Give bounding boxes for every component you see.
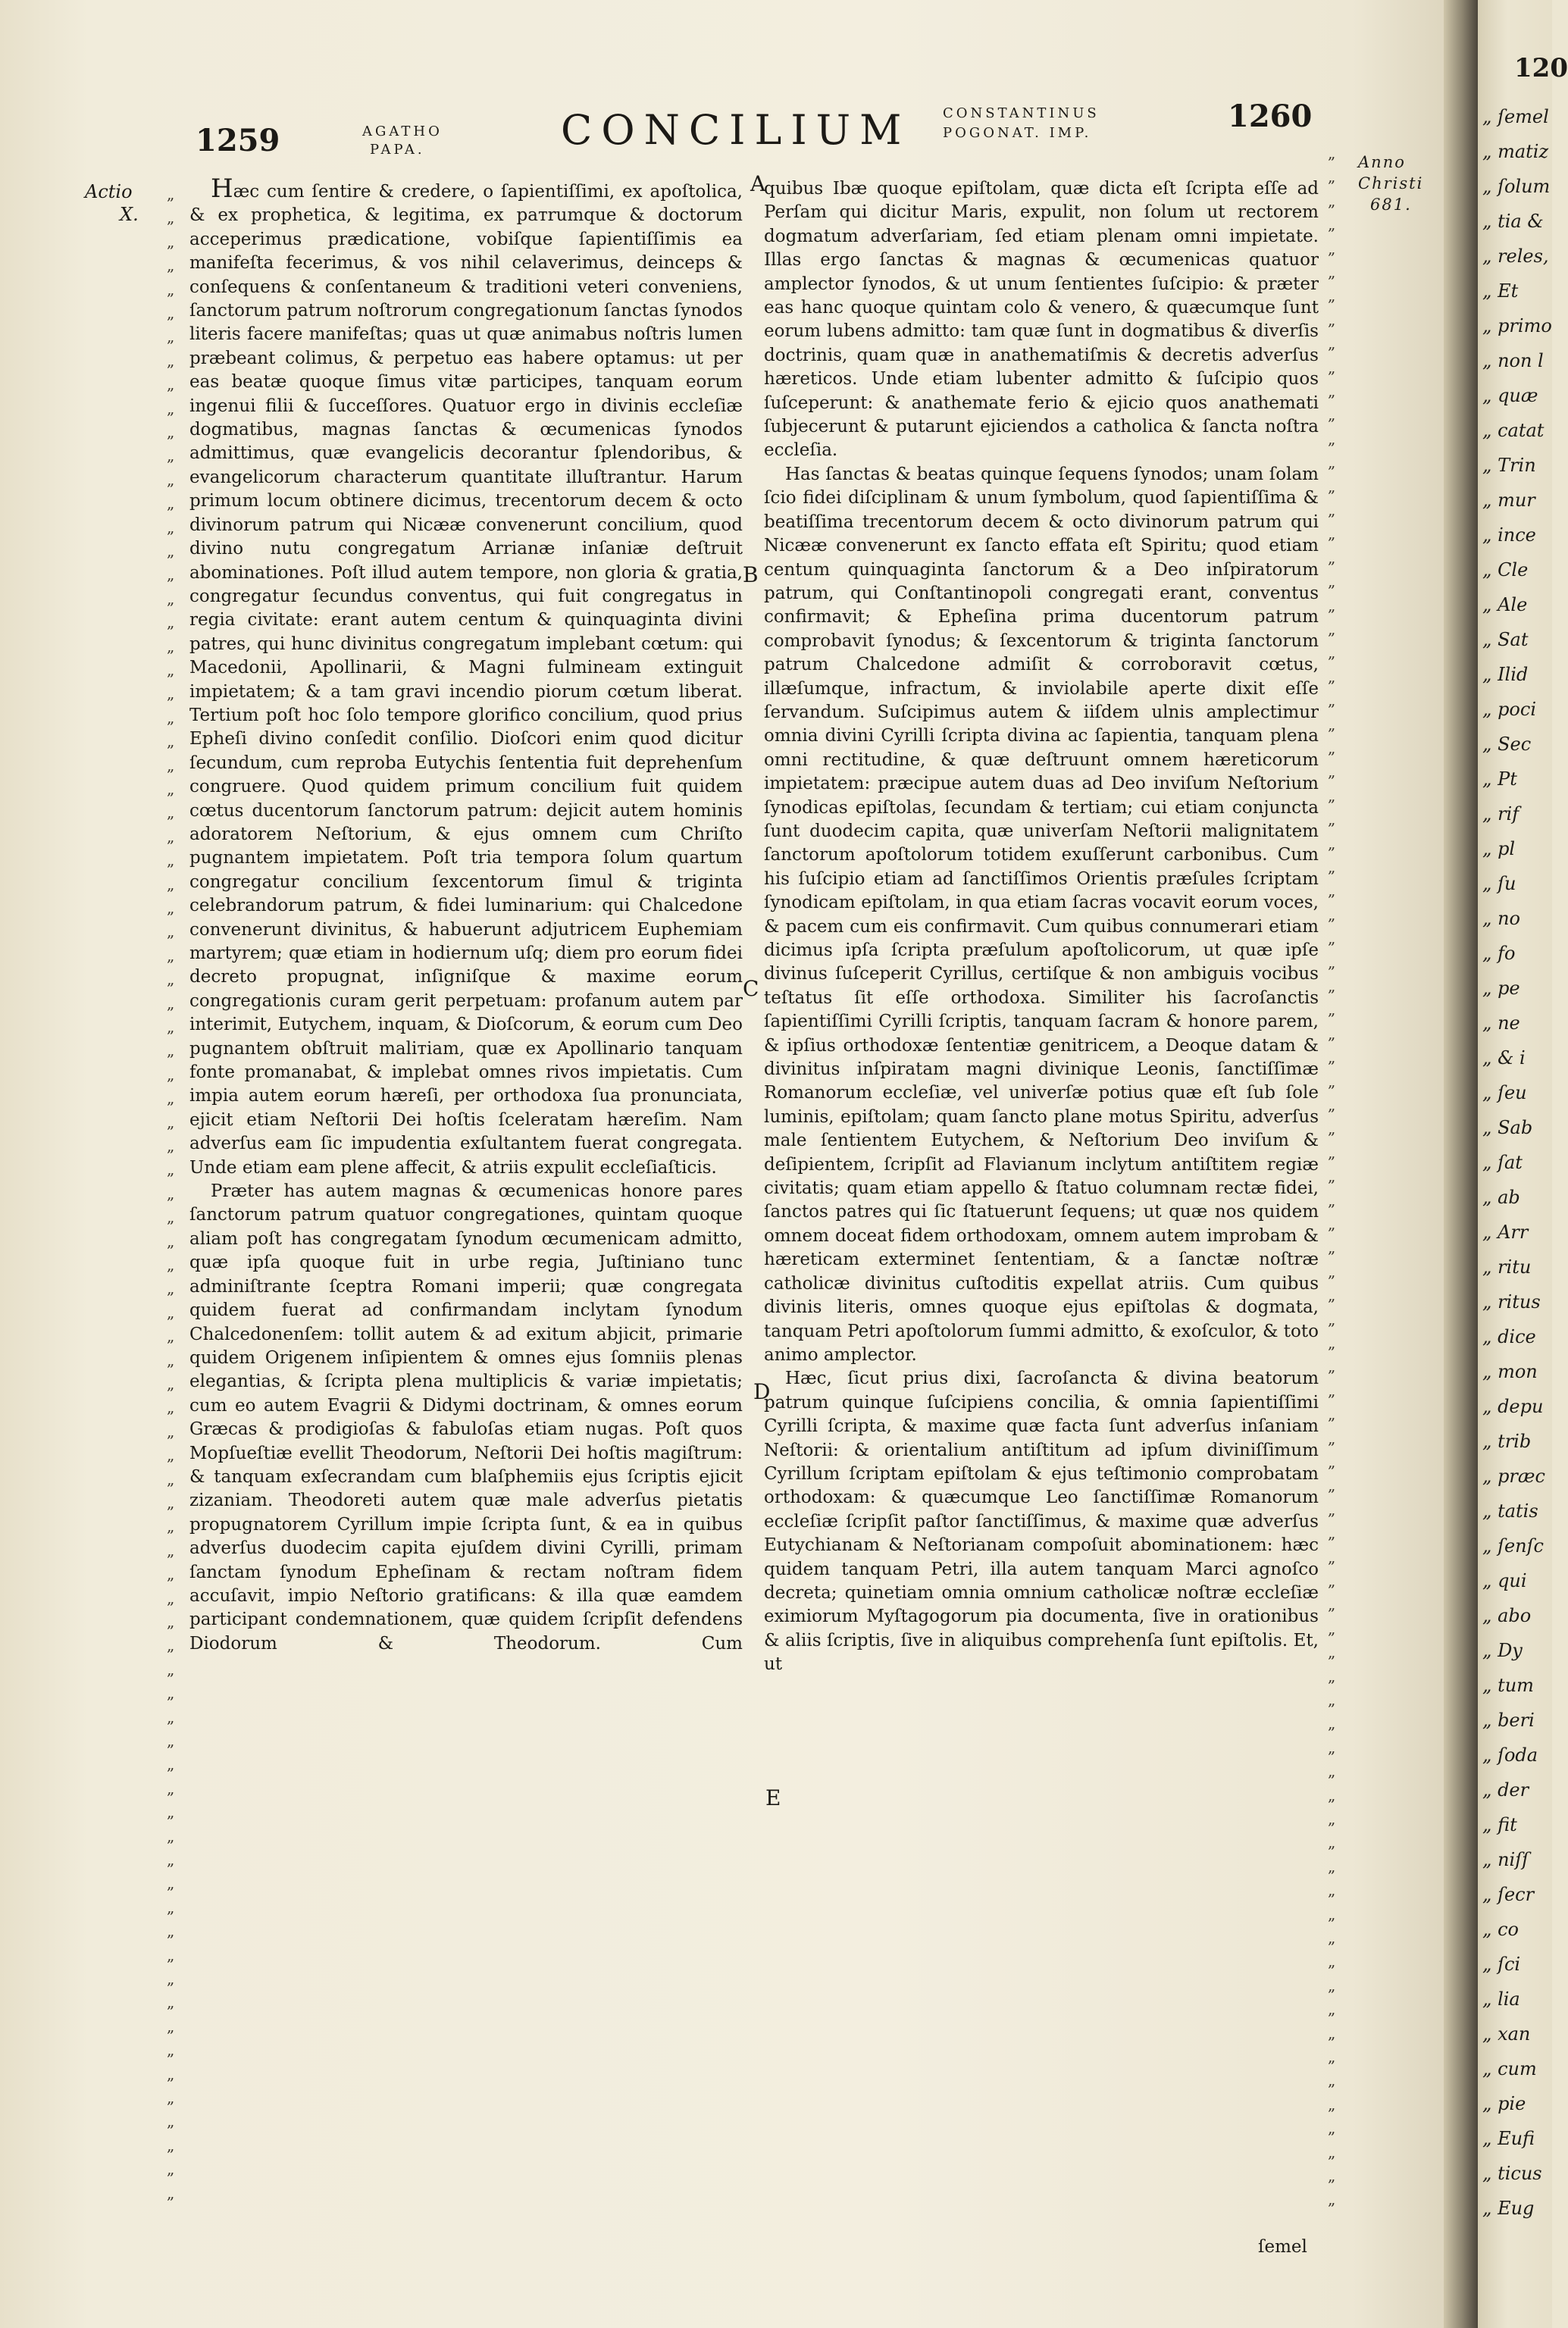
quote-mark: „ (1328, 1714, 1337, 1733)
quote-mark: „ (167, 708, 176, 727)
left-paragraph-2: Præter has autem magnas & œcumenicas honore pares ſanctorum patrum quatuor congregationes, quintam quoque aliam poſt has congregatam ſynodum œcumenicam admitto, quæ ipſa quoque fuit in urbe regia, Juſtiniano tunc adminiſtrante ſceptra Romani imperii; quæ congregata quidem fuerat ad confirmandam inclytam ſynodum Chalcedonenſem: tollit autem & ad exitum abjicit, primarie quidem Origenem inſipientem & omnes ejus ſomniis plenas elegantias, & ſcripta plena multiplicis & variæ impietatis; cum eo autem Evagrii & Didymi doctrinam, & omnes eorum Græcas & prodigioſas & fabuloſas etiam nugas. Poſt quos Mopſueſtiæ evellit Theodorum, Neſtorii Dei hoſtis magiſtrum: & tanquam exſecrandam cum blaſphemiis ejus ſcriptis ejicit zizaniam. Theodoreti autem quæ male adverſus pietatis propugnatorem Cyrillum impie ſcripta ſunt, & ea in quibus adverſus duodecim capita ejuſdem divini Cyrilli, primam ſanctam ſynodum Epheſinam & rectam noſtram fidem accuſavit, impio Neſtorio gratificans: & illa quæ eamdem participant condemnationem, quæ quidem ſcripſit defendens Diodorum & Theodorum. Cum (189, 1181, 743, 1654)
quote-mark: „ (1328, 1024, 1337, 1043)
quote-mark: „ (1328, 191, 1337, 210)
quote-mark: „ (1328, 1572, 1337, 1590)
quote-mark: „ (167, 446, 176, 465)
quote-mark: „ (1328, 881, 1337, 900)
quote-mark: „ (1328, 310, 1337, 329)
quote-mark: „ (167, 232, 176, 251)
quote-mark: „ (1328, 1904, 1337, 1923)
quote-mark: „ (1328, 1072, 1337, 1090)
facing-page-fragment: „ pl (1482, 838, 1516, 859)
quote-mark: „ (1328, 477, 1337, 496)
quote-mark: „ (167, 351, 176, 370)
quote-mark: „ (1328, 2095, 1337, 2114)
quote-mark: „ (1328, 1476, 1337, 1495)
page-title: CONCILIUM (561, 106, 911, 154)
facing-page-fragment: „ ſolum (1482, 176, 1551, 197)
quote-mark: „ (167, 1732, 176, 1750)
facing-page-fragment: „ Sec (1482, 734, 1532, 755)
facing-page-fragment: „ Eug (1482, 2198, 1535, 2219)
quote-mark: „ (1328, 858, 1337, 876)
margin-note-actio-number: X. (120, 204, 139, 225)
facing-page-fragment: „ ſu (1482, 873, 1516, 894)
quote-mark: „ (1328, 1000, 1337, 1019)
quote-mark: „ (167, 1446, 176, 1465)
quote-mark: „ (1328, 2071, 1337, 2090)
facing-page-fragment: „ Ilid (1482, 664, 1529, 685)
facing-page-fragment: „ tatis (1482, 1500, 1538, 1522)
quote-mark: „ (1328, 1191, 1337, 1209)
quote-mark: „ (167, 256, 176, 275)
facing-page-fragment: „ non l (1482, 350, 1544, 371)
facing-page-fragment: „ tia & (1482, 211, 1544, 232)
quote-mark: „ (167, 1375, 176, 1393)
quote-mark: „ (1328, 2023, 1337, 2042)
facing-page-fragment: „ ſecr (1482, 1884, 1535, 1905)
quote-mark: „ (167, 1184, 176, 1203)
quote-mark: „ (167, 637, 176, 656)
quote-mark: „ (1328, 501, 1337, 519)
quote-mark: „ (1328, 1595, 1337, 1614)
right-column (764, 177, 1319, 1677)
section-letter-b: B (743, 562, 759, 587)
quote-mark: „ (167, 399, 176, 418)
facing-page-fragment: „ der (1482, 1779, 1529, 1801)
catchword: ſemel (1258, 2237, 1307, 2257)
running-head-constantinus: CONSTANTINUS (943, 105, 1100, 121)
quote-mark: „ (1328, 1738, 1337, 1757)
quote-mark: „ (167, 684, 176, 703)
quote-mark: „ (167, 899, 176, 917)
facing-page-fragment: „ poci (1482, 699, 1536, 720)
facing-page-fragment: „ ritu (1482, 1256, 1532, 1278)
facing-page-fragment: „ præc (1482, 1466, 1545, 1487)
quote-mark: „ (167, 922, 176, 941)
quote-mark: „ (167, 993, 176, 1012)
quote-mark: „ (167, 1898, 176, 1917)
quote-mark: „ (167, 1350, 176, 1369)
facing-page-number: 120 (1514, 53, 1568, 83)
quote-mark: „ (167, 2017, 176, 2035)
facing-page-fragment: „ no (1482, 908, 1520, 929)
quote-mark: „ (167, 946, 176, 965)
quote-mark: „ (167, 1851, 176, 1869)
quote-mark: „ (1328, 2190, 1337, 2209)
facing-page-fragment: „ matiz (1482, 141, 1549, 162)
right-paragraph-3: Hæc, ſicut prius dixi, ſacroſancta & divina beatorum patrum quinque ſuſcipiens concilia, & omnia ſapientiſſimi Cyrilli ſcripta, & maxime quæ facta ſunt adverſus inſaniam Neſtorii: & orientalium antiſtitum ad ipſum diviniſſimum Cyrillum ſcriptam epiſtolam & ejus teſtimonio comprobatam orthodoxam: & quæcumque Leo ſanctiſſimæ Romanorum eccleſiæ ſcripſit paſtor ſanctiſſimus, & maxime quæ adverſus Eutychianam & Neſtorianam compoſuit abominationem: hæc quidem tanquam Petri, illa autem tanquam Marci agnoſco decreta; quinetiam omnia omnium catholicæ noſtræ eccleſiæ eximiorum Myſtagogorum pia documenta, ſive in orationibus & aliis ſcriptis, ſive in aliquibus comprehenſa ſunt epiſtolis. Et, ut (764, 1369, 1319, 1675)
facing-page-fragment: „ beri (1482, 1710, 1535, 1731)
quote-mark: „ (1328, 286, 1337, 305)
quote-mark: „ (167, 1565, 176, 1584)
facing-page-fragment: „ dice (1482, 1326, 1536, 1347)
quote-mark: „ (1328, 429, 1337, 448)
facing-page-fragment: „ lia (1482, 1988, 1520, 2010)
facing-page-fragment: „ pe (1482, 978, 1520, 999)
facing-page-fragment: „ Ale (1482, 594, 1528, 615)
quote-mark: „ (167, 1922, 176, 1941)
quote-mark: „ (167, 1160, 176, 1179)
quote-mark: „ (167, 423, 176, 441)
margin-note-actio-line: Actio (85, 181, 133, 202)
right-paragraph-1: quibus Ibæ quoque epiſtolam, quæ dicta eſt ſcripta eſſe ad Perſam qui dicitur Maris, expulit, non ſolum ut rectorem dogmatum adverſariam, ſed etiam plenam omni impietate. Illas ergo ſanctas & magnas & œcumenicas quatuor amplector ſynodos, & ut unum ſentientes ſuſcipio: & præter eas hanc quoque quintam colo & venero, & quæcumque ſunt eorum lubens admitto: tam quæ ſunt in dogmatibus & diverſis doctrinis, quam quæ in anathematiſmis & decretis adverſus hæreticos. Unde etiam lubenter admitto & ſuſcipio quos ſuſceperunt: & anathemate ferio & ejicio quos anathemati ſubjecerunt & putarunt ejiciendos a catholica & ſancta noſtra eccleſia. (764, 179, 1319, 461)
quote-mark: „ (1328, 1691, 1337, 1709)
quote-mark: „ (167, 327, 176, 346)
facing-page-fragment: „ Cle (1482, 559, 1529, 580)
facing-page-fragment: „ niſſ (1482, 1849, 1529, 1870)
facing-page-fragment: „ ſci (1482, 1954, 1521, 1975)
facing-page-fragment: „ Dy (1482, 1640, 1523, 1661)
right-page-number: 1260 (1228, 99, 1313, 134)
quote-mark: „ (1328, 929, 1337, 948)
quote-mark: „ (1328, 1215, 1337, 1233)
quote-mark: „ (1328, 905, 1337, 924)
facing-page-fragment: „ ab (1482, 1187, 1520, 1208)
quote-mark: „ (167, 1826, 176, 1845)
facing-page-fragment: „ fit (1482, 1814, 1517, 1835)
facing-page-fragment: „ co (1482, 1919, 1519, 1940)
facing-page-fragment: „ trib (1482, 1431, 1532, 1452)
left-paragraph-1: Hæc cum ſentire & credere, o ſapientiſſimi, ex apoſtolica, & ex prophetica, & legitima, ex paтrumque & doctorum acceperimus prædicatione, vobiſque ſapientiſſimis ea manifeſta fecerimus, & vos nihil celaverimus, deinceps & conſequens & conſentaneum & traditioni veteri conveniens, ſanctorum patrum noſtrorum congregationum ſanctas ſynodos literis facere manifeſtas; quas ut quæ animabus noſtris lumen præbeant colimus, & perpetuo eas habere optamus: ut per eas beatæ quoque ſimus vitæ participes, tanquam eorum ingenui filii & ſucceſſores. Quatuor ergo in divinis eccleſiæ dogmatibus, magnas ſanctas & œcumenicas ſynodos admittimus, quæ evangelicis decorantur ſplendoribus, & evangelicorum characterum quantitate illuſtrantur. Harum primum locum obtinere dicimus, trecentorum decem & octo divinorum patrum qui Nicææ convenerunt concilium, quod divino nutu congregatum Arrianæ inſaniæ deſtruit abominationes. Poſt illud autem tempore, non gloria & gratia, congregatur ſecundus conventus, qui fuit congregatus in regia civitate: erant autem centum & quinquaginta divini patres, qui hunc divinitus congregatum implebant cœtum: qui Macedonii, Apollinarii, & Magni fulmineam extinguit impietatem; & a tam gravi incendio piorum cœtum liberat. Tertium poſt hoc ſolo tempore glorifico concilium, quod prius Epheſi divino conſedit conſilio. Dioſcori enim quod dicitur ſecundum, cum reproba Eutychis ſententia fuit deprehenſum congruere. Quod quidem primum concilium fuit quidem cœtus ducentorum ſanctorum patrum: dejicit autem hominis adoratorem Neſtorium, & ejus omnem cum Chriſto pugnantem impietatem. Poſt tria tempora ſolum quartum congregatur concilium ſexcentorum ſimul & triginta celebrandorum patrum, & fidei luminarium: qui Chalcedone convenerunt divinitus, & habuerunt adjutricem Euphemiam martyrem; quæ etiam in hodiernum uſq; diem pro eorum fidei decreto propugnat, inſigniſque & maxime eorum congregationis curam gerit perpetuam: profanum autem par interimit, Eutychem, inquam, & Dioſcorum, & eorum cum Deo pugnantem obſtruit maliтiam, quæ ex Apollinario tanquam fonte promanabat, & implebat omnes rivos impietatis. Cum impia autem eorum hæreſi, per orthodoxa ſua pronunciata, ejicit etiam Neſtorii Dei hoſtis ſceleratam hæreſim. Nam adverſus eam ſic impudentia exſultantem fuerat congregata. Unde etiam eam plene affecit, & atriis expulit eccleſiaſticis. (189, 174, 743, 1178)
quote-mark: „ (1328, 762, 1337, 781)
facing-page-fragment: „ Sab (1482, 1117, 1533, 1138)
quote-mark: „ (167, 1755, 176, 1774)
quote-mark: „ (167, 1089, 176, 1108)
quote-mark: „ (1328, 1357, 1337, 1376)
quote-mark: „ (1328, 1238, 1337, 1257)
facing-page (1478, 0, 1568, 2328)
quote-mark: „ (1328, 2000, 1337, 2019)
quote-mark: „ (167, 2136, 176, 2154)
quote-mark: „ (167, 756, 176, 774)
facing-page-fragment: „ quæ (1482, 385, 1538, 406)
quote-mark: „ (1328, 453, 1337, 472)
quote-mark: „ (167, 661, 176, 679)
facing-page-fragment: „ depu (1482, 1396, 1544, 1417)
quote-mark: „ (167, 1970, 176, 1988)
quote-mark: „ (167, 1684, 176, 1703)
quote-mark: „ (167, 875, 176, 893)
facing-page-fragment: „ rif (1482, 803, 1519, 824)
facing-page-fragment: „ Et (1482, 280, 1519, 302)
quote-mark: „ (167, 589, 176, 608)
quote-mark: „ (1328, 239, 1337, 258)
quote-mark: „ (167, 1494, 176, 1512)
quote-mark: „ (167, 280, 176, 299)
quote-mark: „ (167, 803, 176, 822)
quote-mark: „ (167, 1256, 176, 1274)
quote-mark: „ (1328, 1666, 1337, 1685)
facing-page-fragment: „ ince (1482, 524, 1536, 546)
quote-mark: „ (1328, 596, 1337, 615)
quote-mark: „ (1328, 1334, 1337, 1352)
quote-mark: „ (1328, 1643, 1337, 1662)
facing-page-fragment: „ Arr (1482, 1222, 1529, 1243)
quote-mark: „ (167, 1279, 176, 1298)
facing-page-fragment: „ ſemel (1482, 106, 1549, 127)
quote-mark: „ (167, 827, 176, 846)
facing-page-fragment: „ reles, (1482, 246, 1549, 267)
quote-mark: „ (1328, 643, 1337, 662)
facing-page-fragment: „ primo (1482, 315, 1552, 336)
quote-mark: „ (1328, 382, 1337, 400)
facing-page-fragment: „ mur (1482, 490, 1535, 511)
facing-page-fragment: „ ſenſc (1482, 1535, 1544, 1557)
quote-mark: „ (167, 1613, 176, 1631)
quote-mark: „ (1328, 334, 1337, 353)
quote-mark: „ (1328, 1310, 1337, 1328)
facing-page-fragment: „ cum (1482, 2058, 1537, 2079)
quote-mark: „ (167, 1398, 176, 1417)
quote-mark: „ (167, 1660, 176, 1679)
quote-mark: „ (167, 470, 176, 489)
running-head-agatho: AGATHO (362, 124, 443, 139)
quote-mark: „ (1328, 834, 1337, 853)
quote-mark: „ (1328, 977, 1337, 995)
facing-page-fragment: „ abo (1482, 1605, 1532, 1626)
facing-page-fragment: „ Pt (1482, 768, 1517, 790)
quote-mark: „ (1328, 1167, 1337, 1186)
quote-mark: „ (167, 542, 176, 560)
running-header (0, 91, 1470, 167)
quote-mark: „ (1328, 1881, 1337, 1900)
quote-mark: „ (1328, 1143, 1337, 1162)
quote-mark: „ (1328, 953, 1337, 972)
quote-mark: „ (167, 518, 176, 537)
quote-mark: „ (1328, 1619, 1337, 1638)
quote-mark: „ (1328, 1119, 1337, 1138)
quote-mark: „ (167, 185, 176, 203)
quote-mark: „ (1328, 786, 1337, 805)
quote-mark: „ (1328, 524, 1337, 543)
facing-page-fragment: „ catat (1482, 420, 1545, 441)
book-spine (1444, 0, 1478, 2328)
quote-mark: „ (167, 1945, 176, 1964)
quote-mark: „ (1328, 1524, 1337, 1543)
quote-mark: „ (167, 565, 176, 584)
quote-mark: „ (1328, 1381, 1337, 1400)
running-head-papa: PAPA. (370, 142, 425, 158)
quote-mark: „ (167, 1707, 176, 1726)
quote-mark: „ (167, 2064, 176, 2083)
facing-page-fragment: „ Sat (1482, 629, 1529, 650)
quote-mark: „ (1328, 1048, 1337, 1067)
quote-mark: „ (167, 304, 176, 322)
quote-mark: „ (1328, 358, 1337, 377)
facing-page-fragment: „ Eufi (1482, 2128, 1535, 2149)
quote-mark: „ (167, 1018, 176, 1036)
quote-mark: „ (1328, 810, 1337, 829)
quote-mark: „ (167, 1231, 176, 1250)
section-letter-a: A (750, 171, 766, 196)
quote-mark: „ (1328, 620, 1337, 638)
quote-mark: „ (167, 1588, 176, 1607)
facing-page-fragment: „ ritus (1482, 1291, 1541, 1313)
quote-mark: „ (1328, 1096, 1337, 1114)
quote-mark: „ (1328, 1547, 1337, 1566)
quote-mark: „ (167, 1779, 176, 1798)
quote-mark: „ (1328, 263, 1337, 281)
quote-mark: „ (1328, 215, 1337, 234)
quote-mark: „ (167, 208, 176, 227)
facing-page-fragment: „ qui (1482, 1570, 1527, 1591)
facing-page-fragment: „ tum (1482, 1675, 1534, 1696)
margin-note-christi-line: Christi (1358, 174, 1424, 192)
quote-mark: „ (167, 1303, 176, 1322)
margin-note-actio (85, 180, 139, 226)
quote-mark: „ (167, 2183, 176, 2202)
facing-page-fragment: „ xan (1482, 2023, 1531, 2045)
quote-mark: „ (1328, 1833, 1337, 1852)
quote-mark: „ (1328, 1500, 1337, 1519)
running-head-pogonat: POGONAT. IMP. (943, 125, 1092, 141)
quote-mark: „ (1328, 1428, 1337, 1447)
quote-mark: „ (167, 1208, 176, 1227)
quote-mark: „ (167, 1137, 176, 1155)
quote-mark: „ (167, 613, 176, 632)
quote-mark: „ (167, 1041, 176, 1060)
quote-mark: „ (167, 1636, 176, 1655)
right-paragraph-2: Has ſanctas & beatas quinque ſequens ſynodos; unam ſolam ſcio fidei diſciplinam & unum ſymbolum, quod ſapientiſſima & beatiſſima trecentorum decem & octo divinorum patrum qui Nicææ convenerunt ex ſancto effata eſt Spiritu; quod etiam centum quinquaginta ſanctorum & a Deo inſpiratorum patrum, qui Conſtantinopoli congregati erant, conventus confirmavit; & Epheſina prima ducentorum patrum comprobavit ſynodus; & ſexcentorum & triginta ſanctorum patrum Chalcedone admiſit & corroboravit cœtus, illæſumque, infractum, & inviolabile aperte dixit eſſe ſervandum. Suſcipimus autem & iiſdem ulnis amplectimur omnia divini Cyrilli ſcripta divina ac ſapientia, tanquam plena omni rectitudine, & quæ deſtruunt omnem hæreticorum impietatem: præcipue autem duas ad Deo inviſum Neſtorium ſynodicas epiſtolas, ſecundam & tertiam; cui etiam conjuncta ſunt duodecim capita, quæ univerſam Neſtorii malignitatem ſanctorum apoſtolorum totidem exuſſerunt carbonibus. Cum his ſuſcipio etiam ad ſanctiſſimos Orientis præſules ſcriptam ſynodicam epiſtolam, in qua etiam ſacras vocavit eorum voces, & pacem cum eis confirmavit. Cum quibus connumerari etiam dicimus ipſa ſcripta præſulum apoſtolicorum, ut quæ ipſe divinus ſuſceperit Cyrillus, certiſque & non ambiguis vocibus teſtatus ſit eſſe orthodoxa. Similiter his ſacroſanctis ſapientiſſimi Cyrilli ſcriptis, tanquam ſacram & honore parem, & ipſius orthodoxæ ſententiæ genitricem, a Deoque datam & divinitus inſpiratam magni divinique Leonis, ſanctiſſimæ Romanorum eccleſiæ, vel univerſæ potius quæ eſt ſub ſole luminis, epiſtolam; quam ſancto plane motus Spiritu, adverſus male ſentientem Eutychem, & Neſtorium Deo inviſum & deſipientem, ſcripſit ad Flavianum inclytum antiſtitem regiæ civitatis; quam etiam appello & ſtatuo columnam rectæ fidei, ſanctos patres qui ſic ſtatuerunt ſequens; ut quæ nos quidem omnem doceat fidem orthodoxam, omnem autem improbam & hæreticam exterminet ſententiam, & a ſanctæ noſtræ catholicæ divinitus cuſtoditis expellat atriis. Cum quibus divinis literis, omnes quoque ejus epiſtolas & dogmata, tanquam Petri apoſtolorum ſummi admitto, & exoſculor, & toto animo amplector. (764, 464, 1319, 1365)
quote-mark: „ (1328, 691, 1337, 710)
quote-mark: „ (167, 2089, 176, 2107)
quote-mark: „ (167, 1993, 176, 2012)
quote-mark: „ (1328, 715, 1337, 734)
facing-page-fragment: „ pie (1482, 2093, 1526, 2114)
facing-page-fragment: „ Trin (1482, 455, 1536, 476)
quote-mark: „ (167, 1422, 176, 1441)
quote-mark: „ (167, 1874, 176, 1893)
quote-mark: „ (1328, 548, 1337, 567)
quote-mark: „ (167, 780, 176, 798)
quote-mark: „ (167, 851, 176, 870)
facing-page-fragment: „ ſat (1482, 1152, 1523, 1173)
quote-mark: „ (167, 2112, 176, 2131)
facing-page-fragment: „ mon (1482, 1361, 1538, 1382)
quote-mark: „ (167, 375, 176, 394)
quote-mark: „ (1328, 405, 1337, 424)
quote-mark: „ (167, 1065, 176, 1084)
quote-mark: „ (1328, 1976, 1337, 1995)
quote-mark: „ (167, 1541, 176, 1560)
quote-mark: „ (1328, 1785, 1337, 1804)
section-letter-d: D (753, 1379, 771, 1404)
quote-mark: „ (167, 494, 176, 513)
quote-mark: „ (167, 732, 176, 751)
quote-mark: „ (1328, 572, 1337, 591)
quote-mark: „ (1328, 739, 1337, 757)
facing-page-fragment: „ & i (1482, 1047, 1526, 1069)
quote-mark: „ (1328, 1952, 1337, 1971)
quote-mark: „ (167, 1517, 176, 1536)
quote-mark: „ (1328, 1857, 1337, 1876)
quote-mark: „ (167, 2160, 176, 2179)
facing-page-fragment: „ ſoda (1482, 1744, 1538, 1766)
margin-note-anno-line: Anno (1358, 153, 1406, 171)
facing-page-fragment: „ ſeu (1482, 1082, 1527, 1103)
quote-mark: „ (1328, 1762, 1337, 1781)
quote-mark: „ (1328, 1286, 1337, 1305)
facing-page-fragment: „ ne (1482, 1012, 1520, 1034)
quote-mark: „ (1328, 167, 1337, 186)
quote-mark: „ (167, 1327, 176, 1346)
quote-mark: „ (1328, 667, 1337, 686)
margin-note-anno (1358, 152, 1423, 215)
section-letter-e: E (765, 1785, 781, 1810)
quote-mark: „ (1328, 2167, 1337, 2185)
quote-mark: „ (1328, 1810, 1337, 1828)
left-column (189, 174, 743, 1656)
left-page-number: 1259 (196, 123, 280, 158)
quote-mark: „ (167, 970, 176, 989)
quote-mark: „ (1328, 1405, 1337, 1424)
quote-mark: „ (1328, 2048, 1337, 2066)
quote-mark: „ (167, 1469, 176, 1488)
quote-mark: „ (1328, 2142, 1337, 2161)
quote-mark: „ (1328, 1453, 1337, 1471)
quote-mark: „ (167, 1803, 176, 1822)
facing-page-fragment: „ fo (1482, 943, 1516, 964)
margin-note-year: 681. (1370, 196, 1412, 214)
quote-mark: „ (167, 2041, 176, 2060)
quote-mark: „ (1328, 144, 1337, 162)
section-letter-c: C (743, 976, 759, 1001)
quote-mark: „ (167, 1112, 176, 1131)
quote-mark: „ (1328, 1929, 1337, 1947)
quote-mark: „ (1328, 1262, 1337, 1281)
quote-mark: „ (1328, 2119, 1337, 2138)
facing-page-fragment: „ ticus (1482, 2163, 1542, 2184)
